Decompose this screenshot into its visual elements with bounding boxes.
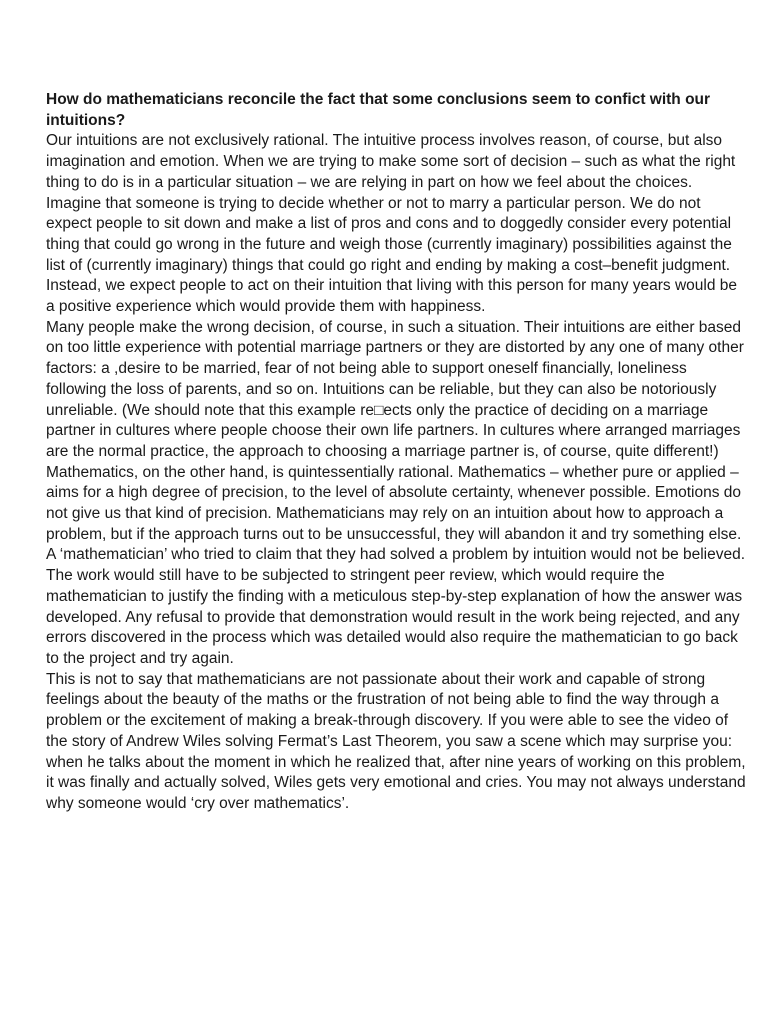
question-heading: How do mathematicians reconcile the fact that some conclusions seem to confict with our intuitions? bbox=[46, 91, 711, 129]
paragraph-marriage-example: Imagine that someone is trying to decide whether or not to marry a particular person. We do not expect people to sit down and make a list of pros and cons and to doggedly consider every potential thing that could go wrong in the future and weigh those (currently imaginary) possibilities against the list of (currently imaginary) things that could go right and ending by making a cost–benefit judgment. Instead, we expect people to act on their intuition that living with this person for many years would be a positive experience which would provide them with happiness. bbox=[46, 194, 737, 316]
paragraph-passion-wiles: This is not to say that mathematicians are not passionate about their work and capable of strong feelings about the beauty of the maths or the frustration of not being able to find the way through a problem or the excitement of making a break-through discovery. If you were able to see the video of the story of Andrew Wiles solving Fermat’s Last Theorem, you saw a scene which may surprise you: when he talks about the moment in which he realized that, after nine years of working on this problem, it was finally and actually solved, Wiles gets very emotional and cries. You may not always understand why someone would ‘cry over mathematics’. bbox=[46, 670, 746, 812]
paragraph-wrong-decision: Many people make the wrong decision, of course, in such a situation. Their intuitions are either based on too little experience with potential marriage partners or they are distorted by any one of many other factors: a ,desire to be married, fear of not being able to support oneself financially, loneliness following the loss of parents, and so on. Intuitions can be reliable, but they can also be notoriously unreliable. (We should note that this example re□ects only the practice of deciding on a marriage partner in cultures where people choose their own life partners. In cultures where arranged marriages are the normal practice, the approach to choosing a marriage partner is, of course, quite different!) bbox=[46, 318, 744, 460]
document-body bbox=[46, 90, 746, 815]
paragraph-intuition: Our intuitions are not exclusively rational. The intuitive process involves reason, of course, but also imagination and emotion. When we are trying to make some sort of decision – such as what the right thing to do is in a particular situation – we are relying in part on how we feel about the choices. bbox=[46, 132, 736, 191]
paragraph-mathematics-rational: Mathematics, on the other hand, is quintessentially rational. Mathematics – whether pure or applied – aims for a high degree of precision, to the level of absolute certainty, whenever possible. Emotions do not give us that kind of precision. Mathematicians may rely on an intuition about how to approach a problem, but if the approach turns out to be unsuccessful, they will abandon it and try something else. A ‘mathematician’ who tried to claim that they had solved a problem by intuition would not be believed. The work would still have to be subjected to stringent peer review, which would require the mathematician to justify the finding with a meticulous step-by-step explanation of how the answer was developed. Any refusal to provide that demonstration would result in the work being rejected, and any errors discovered in the process which was detailed would also require the mathematician to go back to the project and try again. bbox=[46, 463, 746, 667]
